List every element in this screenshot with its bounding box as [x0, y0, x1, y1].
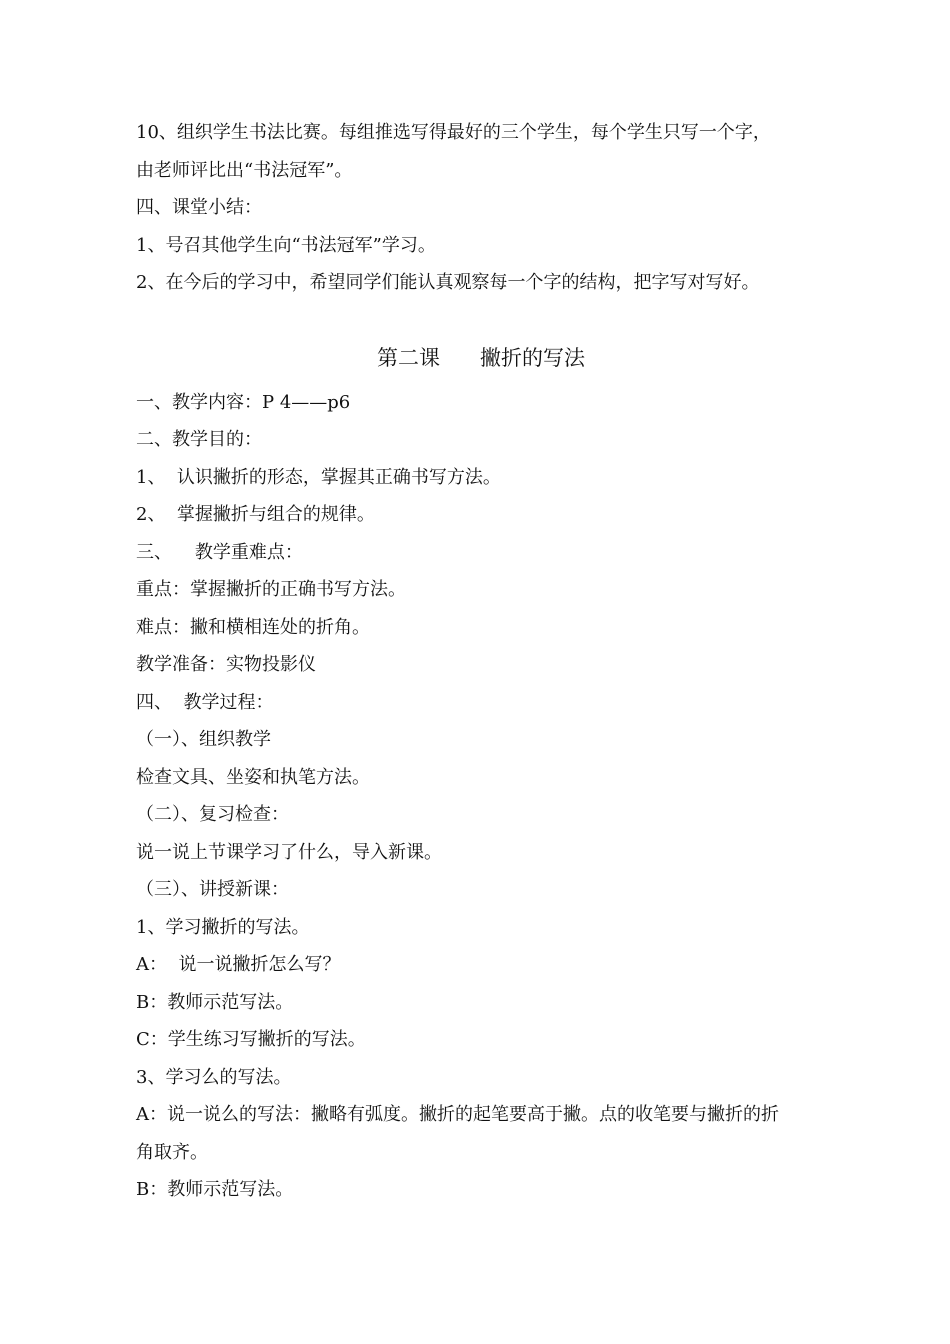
text-line: A：说一说么的写法：撇略有弧度。撇折的起笔要高于撇。点的收笔要与撇折的折 [136, 1104, 779, 1125]
subsection-heading: （一）、组织教学 [136, 729, 271, 750]
text-line: 角取齐。 [136, 1141, 208, 1163]
lesson-title: 第二课 撇折的写法 [376, 345, 586, 370]
text-line: 难点：撇和横相连处的折角。 [136, 616, 370, 638]
text-line: A： 说一说撇折怎么写？ [136, 954, 341, 975]
text-line: 说一说上节课学习了什么，导入新课。 [136, 841, 442, 863]
text-line: 教学准备：实物投影仪 [136, 654, 316, 675]
section-heading: 三、 教学重难点： [136, 541, 303, 563]
text-line: 由老师评比出“书法冠军”。 [136, 159, 353, 181]
text-line: B：教师示范写法。 [136, 1179, 294, 1200]
section-heading: 二、教学目的： [136, 429, 262, 450]
text-line: 1、号召其他学生向“书法冠军”学习。 [136, 234, 436, 256]
text-line: 3、学习么的写法。 [136, 1066, 292, 1088]
text-line: 10、组织学生书法比赛。每组推选写得最好的三个学生，每个学生只写一个字， [136, 122, 771, 143]
document-page [136, 114, 826, 1209]
text-line: 1、学习撇折的写法。 [136, 916, 310, 938]
subsection-heading: （三）、讲授新课： [136, 879, 289, 900]
text-line: 检查文具、坐姿和执笔方法。 [136, 766, 370, 788]
text-line: B：教师示范写法。 [136, 991, 294, 1013]
text-line: 1、 认识撇折的形态，掌握其正确书写方法。 [136, 466, 501, 488]
text-line: 重点：掌握撇折的正确书写方法。 [136, 579, 406, 600]
section-heading: 四、课堂小结： [136, 197, 262, 218]
text-line: 2、在今后的学习中，希望同学们能认真观察每一个字的结构，把字写对写好。 [136, 272, 760, 293]
text-line: 2、 掌握撇折与组合的规律。 [136, 504, 375, 525]
text-line: 一、教学内容：P 4——p6 [136, 391, 351, 413]
section-heading: 四、 教学过程： [136, 691, 274, 713]
subsection-heading: （二）、复习检查： [136, 804, 289, 825]
text-line: C：学生练习写撇折的写法。 [136, 1029, 366, 1050]
spacer [136, 302, 826, 332]
